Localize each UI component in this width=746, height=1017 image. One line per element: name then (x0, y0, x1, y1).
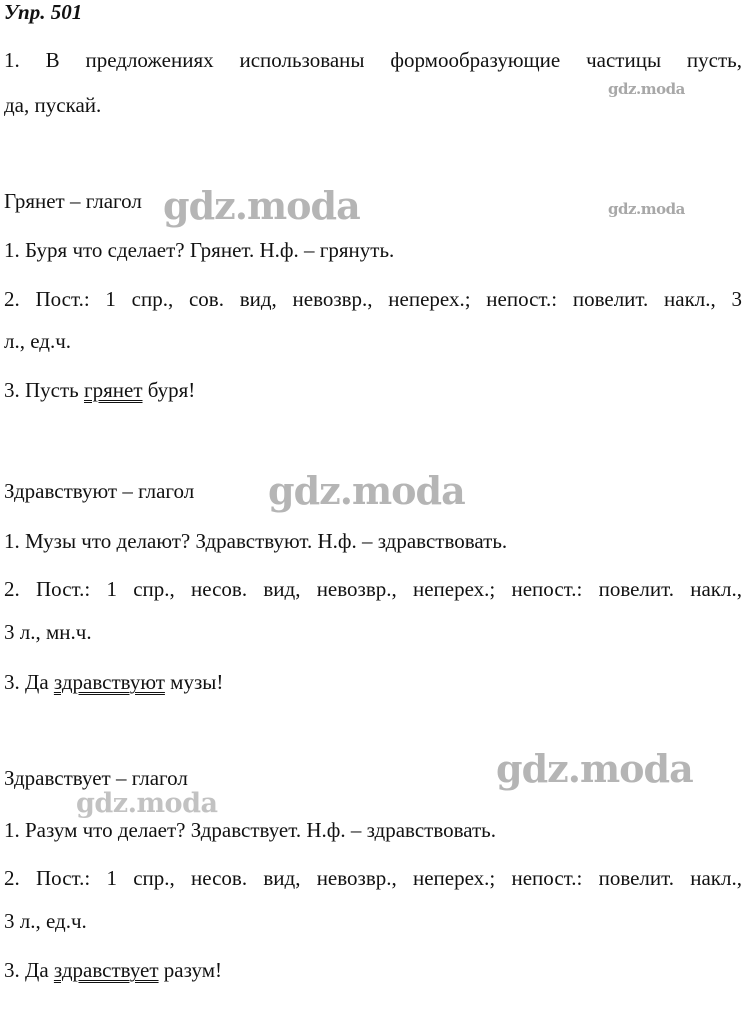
section-1-item-2-line-1: 2. Пост.: 1 спр., сов. вид, невозвр., неперех.; непост.: повелит. накл., 3 (4, 287, 742, 311)
section-1-item-1: 1. Буря что сделает? Грянет. Н.ф. – грянуть. (4, 238, 395, 262)
watermark: gdz.moda (608, 80, 685, 98)
intro-line-2: да, пускай. (4, 93, 102, 117)
section-2-item-2-line-1: 2. Пост.: 1 спр., несов. вид, невозвр., неперех.; непост.: повелит. накл., (4, 577, 742, 601)
section-3-item-1: 1. Разум что делает? Здравствует. Н.ф. – здравствовать. (4, 818, 497, 842)
section-3-item-3-before: 3. Да (4, 958, 54, 982)
section-3-item-3-after: разум! (158, 958, 222, 982)
section-2-item-3 (4, 670, 223, 694)
section-3-item-2-line-2: 3 л., ед.ч. (4, 909, 87, 933)
section-3-item-2-line-1: 2. Пост.: 1 спр., несов. вид, невозвр., неперех.; непост.: повелит. накл., (4, 866, 742, 890)
section-2-item-3-before: 3. Да (4, 670, 54, 694)
watermark: gdz.moda (268, 468, 465, 513)
section-2-item-3-after: музы! (164, 670, 224, 694)
intro-line-1: 1. В предложениях использованы формообразующие частицы пусть, (4, 48, 742, 72)
watermark: gdz.moda (496, 746, 693, 791)
exercise-title: Упр. 501 (4, 0, 83, 24)
section-2-heading: Здравствуют – глагол (4, 479, 195, 503)
section-2-item-1: 1. Музы что делают? Здравствуют. Н.ф. – здравствовать. (4, 529, 508, 553)
section-2-item-2-line-2: 3 л., мн.ч. (4, 620, 92, 644)
section-1-predicate: грянет (84, 378, 143, 402)
section-1-item-3-after: буря! (142, 378, 196, 402)
section-2-predicate: здравствуют (53, 670, 165, 694)
section-3-predicate: здравствует (53, 958, 159, 982)
watermark: gdz.moda (76, 788, 218, 819)
section-1-item-3 (4, 378, 195, 402)
section-1-item-3-before: 3. Пусть (4, 378, 84, 402)
section-1-item-2-line-2: л., ед.ч. (4, 329, 72, 353)
section-3-heading: Здравствует – глагол (4, 766, 188, 790)
watermark: gdz.moda (163, 183, 360, 228)
watermark: gdz.moda (608, 200, 685, 218)
section-1-heading: Грянет – глагол (4, 189, 142, 213)
section-3-item-3 (4, 958, 222, 982)
